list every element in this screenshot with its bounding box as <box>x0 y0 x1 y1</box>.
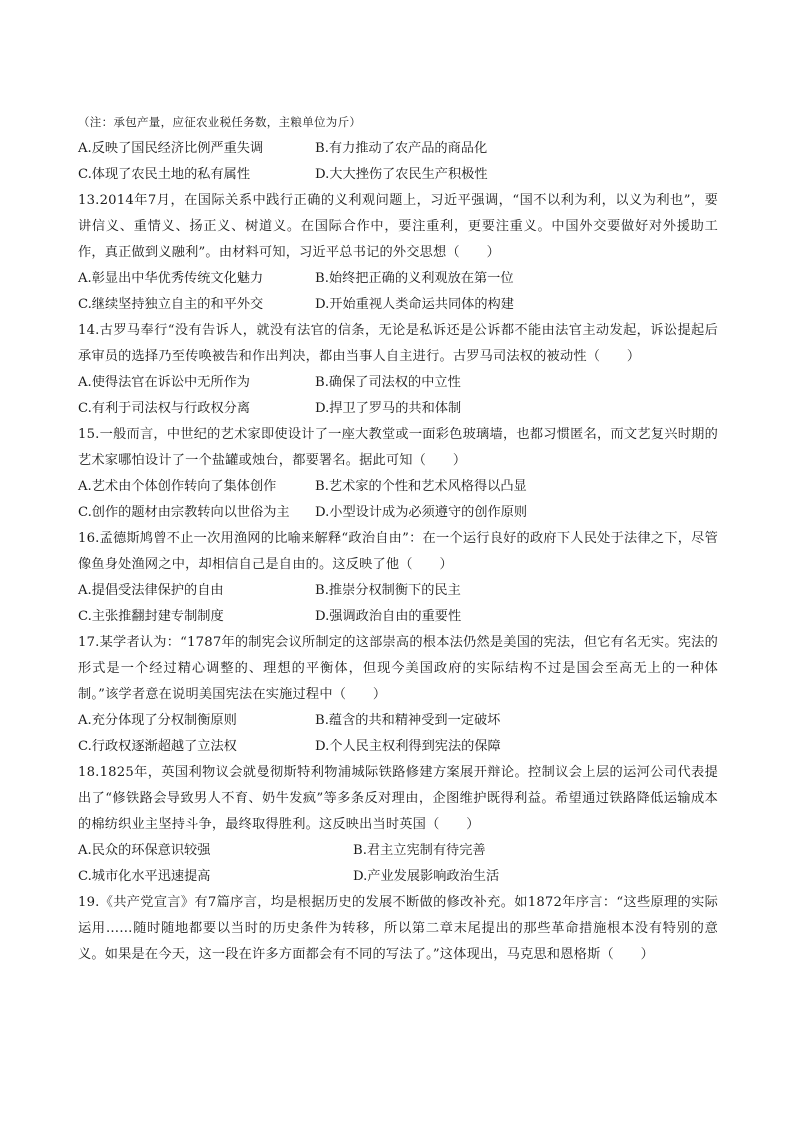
q16-option-d[interactable]: D.强调政治自由的重要性 <box>315 609 462 624</box>
q12-option-a[interactable]: A.反映了国民经济比例严重失调 <box>78 141 264 156</box>
q14-option-d[interactable]: D.捍卫了罗马的共和体制 <box>315 401 462 416</box>
q18-options-row-1 <box>78 838 718 864</box>
q16-option-b[interactable]: B.推崇分权制衡下的民主 <box>315 583 461 598</box>
q16-stem: 16.孟德斯鸠曾不止一次用渔网的比喻来解释“政治自由”：在一个运行良好的政府下人民处于法律之下，尽管像鱼身处渔网之中，却相信自己是自由的。这反映了他（ ） <box>78 531 718 572</box>
q15-option-a[interactable]: A.艺术由个体创作转向了集体创作 <box>78 479 277 494</box>
q17-option-d[interactable]: D.个人民主权利得到宪法的保障 <box>315 739 501 754</box>
q13-option-a[interactable]: A.彰显出中华优秀传统文化魅力 <box>78 271 264 286</box>
q15-options-row-1 <box>78 474 718 500</box>
q12-option-c[interactable]: C.体现了农民土地的私有属性 <box>78 167 251 182</box>
q17-option-b[interactable]: B.蕴含的共和精神受到一定破坏 <box>315 713 501 728</box>
q13-options-row-1 <box>78 266 718 292</box>
q17-options-row-2 <box>78 734 718 760</box>
q18-option-a[interactable]: A.民众的环保意识较强 <box>78 843 211 858</box>
q13-option-b[interactable]: B.始终把正确的义利观放在第一位 <box>315 271 514 286</box>
q18-option-b[interactable]: B.君主立宪制有待完善 <box>353 843 486 858</box>
table-note: （注：承包产量，应征农业税任务数，主粮单位为斤） <box>78 115 362 129</box>
q17-option-c[interactable]: C.行政权逐渐超越了立法权 <box>78 739 237 754</box>
q14-option-a[interactable]: A.使得法官在诉讼中无所作为 <box>78 375 250 390</box>
q12-options-row-1 <box>78 136 718 162</box>
q12-option-d[interactable]: D.大大挫伤了农民生产积极性 <box>315 167 488 182</box>
q15-option-d[interactable]: D.小型设计成为必须遵守的创作原则 <box>315 505 528 520</box>
q17-options-row-1 <box>78 708 718 734</box>
q18-stem: 18.1825年，英国利物议会就曼彻斯特利物浦城际铁路修建方案展开辩论。控制议会上层的运河公司代表提出了“修铁路会导致男人不育、奶牛发疯”等多条反对理由，企图维护既得利益。希望通过铁路降低运输成本的棉纺织业主坚持斗争，最终取得胜利。这反映出当时英国（ ） <box>78 765 718 832</box>
q14-options-row-2 <box>78 396 718 422</box>
q12-options-row-2 <box>78 162 718 188</box>
q15-option-c[interactable]: C.创作的题材由宗教转向以世俗为主 <box>78 505 290 520</box>
q12-option-b[interactable]: B.有力推动了农产品的商品化 <box>315 141 488 156</box>
q13-stem: 13.2014年7月，在国际关系中践行正确的义利观问题上，习近平强调，“国不以利为利，以义为利也”，要讲信义、重情义、扬正义、树道义。在国际合作中，要注重利，更要注重义。中国外交要做好对外援助工作，真正做到义融利”。由材料可知，习近平总书记的外交思想（ ） <box>78 193 718 260</box>
q14-option-c[interactable]: C.有利于司法权与行政权分离 <box>78 401 251 416</box>
q16-options-row-1 <box>78 578 718 604</box>
q15-option-b[interactable]: B.艺术家的个性和艺术风格得以凸显 <box>315 479 527 494</box>
q18-option-c[interactable]: C.城市化水平迅速提高 <box>78 869 211 884</box>
q13-option-d[interactable]: D.开始重视人类命运共同体的构建 <box>315 297 514 312</box>
q14-options-row-1 <box>78 370 718 396</box>
q14-option-b[interactable]: B.确保了司法权的中立性 <box>315 375 461 390</box>
q14-stem: 14.古罗马奉行“没有告诉人，就没有法官的信条，无论是私诉还是公诉都不能由法官主动发起，诉讼提起后承审员的选择乃至传唤被告和作出判决，都由当事人自主进行。古罗马司法权的被动性（ ） <box>78 323 718 364</box>
q15-options-row-2 <box>78 500 718 526</box>
q16-options-row-2 <box>78 604 718 630</box>
q19-stem: 19.《共产党宣言》有7篇序言，均是根据历史的发展不断做的修改补充。如1872年序言：“这些原理的实际运用……随时随地都要以当时的历史条件为转移，所以第二章末尾提出的那些革命措施根本没有特别的意义。如果是在今天，这一段在许多方面都会有不同的写法了。”这体现出，马克思和恩格斯（ ） <box>78 895 718 962</box>
q13-options-row-2 <box>78 292 718 318</box>
q16-option-a[interactable]: A.提倡受法律保护的自由 <box>78 583 224 598</box>
q17-stem: 17.某学者认为：“1787年的制宪会议所制定的这部崇高的根本法仍然是美国的宪法，但它有名无实。宪法的形式是一个经过精心调整的、理想的平衡体，但现今美国政府的实际结构不过是国会至高无上的一种体制。”该学者意在说明美国宪法在实施过程中（ ） <box>78 635 718 702</box>
q13-option-c[interactable]: C.继续坚持独立自主的和平外交 <box>78 297 264 312</box>
q16-option-c[interactable]: C.主张推翻封建专制制度 <box>78 609 224 624</box>
q15-stem: 15.一般而言，中世纪的艺术家即使设计了一座大教堂或一面彩色玻璃墙，也都习惯匿名，而文艺复兴时期的艺术家哪怕设计了一个盐罐或烛台，都要署名。据此可知（ ） <box>78 427 718 468</box>
q18-options-row-2 <box>78 864 718 890</box>
q17-option-a[interactable]: A.充分体现了分权制衡原则 <box>78 713 237 728</box>
q18-option-d[interactable]: D.产业发展影响政治生活 <box>353 869 500 884</box>
